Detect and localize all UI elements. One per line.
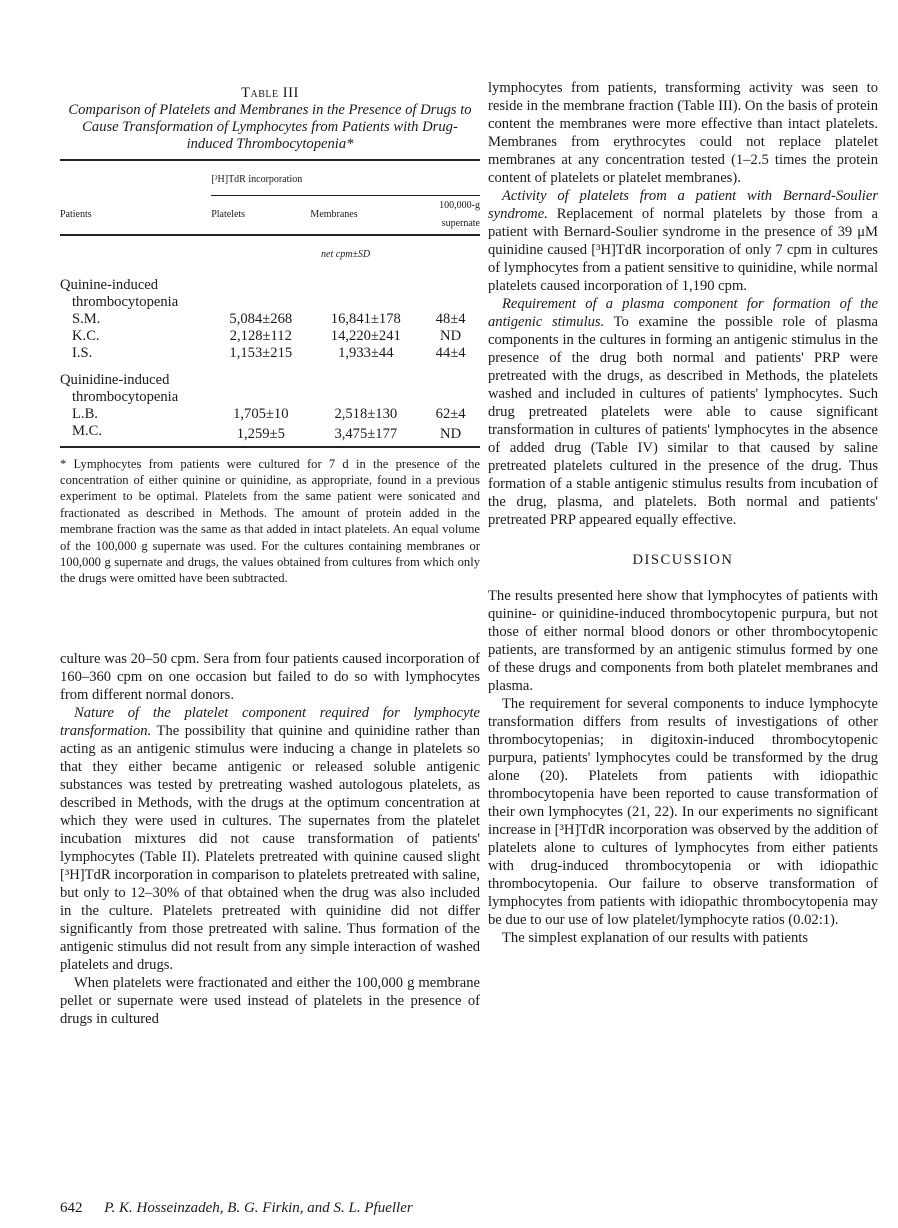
group-label: thrombocytopenia [72,293,179,310]
paragraph [60,704,480,974]
table-row [60,423,480,447]
cell-patient: K.C. [72,327,100,344]
cell-supernate: ND [440,425,462,442]
running-authors: P. K. Hosseinzadeh, B. G. Firkin, and S. L. Pfueller [104,1200,413,1216]
col-platelets: Platelets [211,208,246,220]
data-table [60,159,480,448]
page-footer [60,1200,413,1217]
left-column-body [60,650,480,1028]
group-header: [³H]TdR incorporation [211,160,480,196]
paragraph: lymphocytes from patients, transforming activity was seen to reside in the membrane fraction (Table III). On the basis of protein content the membranes were more effective than intact platelets. Membranes from erythrocytes could not replace platelet membranes at any concentration tested (1–2.5 times the protein content of platelets or platelet membranes). [488,80,878,186]
paragraph: When platelets were fractionated and either the 100,000 g membrane pellet or supernate were used instead of platelets in the presence of drugs in cultured [60,975,480,1027]
table-row [60,406,480,423]
cell-membranes: 1,933±44 [338,344,394,361]
cell-patient: I.S. [72,344,93,361]
cell-membranes: 3,475±177 [334,425,398,442]
cell-supernate: ND [440,327,462,344]
cell-membranes: 14,220±241 [330,327,401,344]
run-in-heading: Activity of platelets from a patient with Bernard-Soulier syndrome. [488,188,878,222]
cell-supernate: 48±4 [435,310,466,327]
section-heading-discussion: DISCUSSION [632,552,734,568]
cell-membranes: 16,841±178 [330,310,401,327]
cell-supernate: 62±4 [435,405,466,422]
cell-platelets: 1,259±5 [236,425,285,442]
table-title: Table III [241,85,299,101]
cell-patient: S.M. [72,310,101,327]
paragraph: The requirement for several components to induce lymphocyte transformation differs from results of investigations of other thrombocytopenias; in digitoxin-induced thrombocytopenic purpura, patients' lymphocytes could be transformed by the drug alone (20). Platelets from patients with idiopathic thrombocytopenia have been reported to cause transformation of their own lymphocytes (21, 22). In our experiments no significant increase in [³H]TdR incorporation was observed by the addition of platelets alone to cultures of lymphocytes from either patients with drug-induced thrombocytopenia or with idiopathic thrombocytopenia. Our failure to observe transformation of lymphocytes from patients with idiopathic thrombocytopenia may be due to our use of low platelet/lymphocyte ratios (0.02:1). [488,696,878,928]
paragraph-text: To examine the possible role of plasma components in the cultures in forming an antigenic stimulus in the presence of the drug both normal and patients' PRP were pretreated with the drugs, as described in Methods, the platelets washed and included in cultures of patients' lymphocytes. Such drug pretreated platelets were able to cause significant transformation in cultures of patients' lymphocytes in the absence of added drug (Table IV) similar to that caused by saline pretreated platelets cultured in the presence of the drug. Thus formation of a stable antigenic stimulus results from incubation of the drug, plasma, and platelets. Both normal and patients' pretreated PRP appeared equally effective. [488,314,878,528]
col-supernate: 100,000-g supernate [439,199,480,229]
cell-platelets: 2,128±112 [229,327,292,344]
paragraph: The results presented here show that lymphocytes of patients with quinine- or quinidine-induced thrombocytopenic purpura, but not those of either normal blood donors or other thrombocytopenic patients, are transformed by an antigenic stimulus formed by one of these drugs and components from both platelet membranes and plasma. [488,588,878,694]
table-row [60,311,480,328]
group-label: Quinine-induced [60,276,159,293]
cell-membranes: 2,518±130 [334,405,398,422]
paragraph-text: Replacement of normal platelets by those from a patient with Bernard-Soulier syndrome in the presence of 39 μM quinidine caused [³H]TdR incorporation of only 7 cpm in cultures of lymphocytes from a patient sensitive to quinidine, while normal platelets caused incorporation of 1,190 cpm. [488,206,878,294]
run-in-heading: Nature of the platelet component required for lymphocyte transformation. [60,705,480,739]
cell-supernate: 44±4 [435,344,466,361]
table-row [60,328,480,345]
right-column-body [488,79,878,947]
col-membranes: Membranes [310,208,358,220]
cell-platelets: 1,153±215 [229,344,293,361]
table-iii [60,84,480,587]
paragraph: The simplest explanation of our results with patients [502,930,809,946]
paragraph: culture was 20–50 cpm. Sera from four patients caused incorporation of 160–360 cpm on one occasion but failed to do so with lymphocytes from different normal donors. [60,651,480,703]
page-number: 642 [60,1200,83,1216]
cell-patient: L.B. [72,405,98,422]
paragraph-text: The possibility that quinine and quinidine rather than acting as an antigenic stimulus were inducing a change in platelets so that they either became antigenic or released soluble antigenic substances was tested by pretreating washed autologous platelets, as described in Methods, with the drugs at the optimum concentration at which they were used in cultures. The supernates from the platelet incubation mixtures did not cause transformation of patients' lymphocytes (Table II). Platelets pretreated with quinine caused slight [³H]TdR incorporation in comparison to platelets pretreated with saline, but only to 12–30% of that obtained when the drug was also included in the culture. Platelets pretreated with quinidine did not differ significantly from those pretreated with saline. Thus formation of the antigenic stimulus did not result from any simple interaction of washed platelets and drugs. [60,723,480,973]
table-row [60,345,480,362]
table-description: Comparison of Platelets and Membranes in the Presence of Drugs to Cause Transformation of Lymphocytes from Patients with Drug-induced Thrombocytopenia* [68,102,472,152]
unit-label: net cpm±SD [321,248,371,260]
col-patients: Patients [60,208,92,220]
table-footnote: * Lymphocytes from patients were cultured for 7 d in the presence of the concentration of either quinine or quinidine, as appropriate, found in a previous experiment to be optimal. Platelets from the same patient were sonicated and fractionated as described in Methods. The amount of protein added in the membrane fraction was the same as that added in intact platelets. An equal volume of the 100,000 g supernate was used. For the cultures containing membranes or 100,000 g supernate and drugs, the values obtained from cultures from which only the drugs were omitted have been subtracted. [60,456,480,586]
group-label: Quinidine-induced [60,371,170,388]
paragraph [488,295,878,529]
table-caption [60,84,480,153]
paragraph [488,187,878,295]
cell-platelets: 5,084±268 [229,310,293,327]
run-in-heading: Requirement of a plasma component for formation of the antigenic stimulus. [488,296,878,330]
group-label: thrombocytopenia [72,388,179,405]
cell-patient: M.C. [72,422,103,439]
cell-platelets: 1,705±10 [233,405,289,422]
